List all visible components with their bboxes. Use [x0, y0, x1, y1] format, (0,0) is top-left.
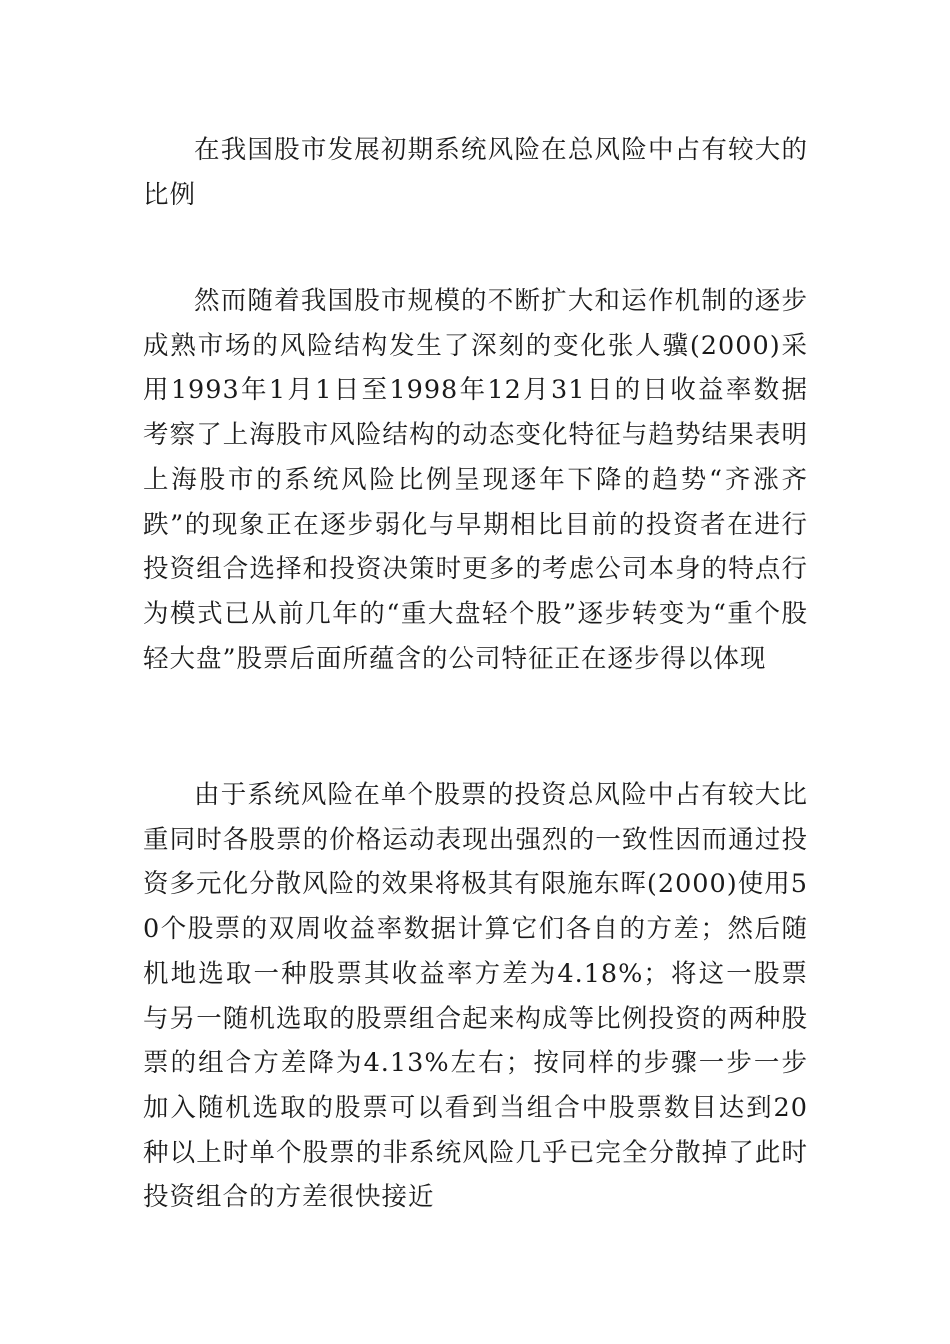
paragraph-2: 然而随着我国股市规模的不断扩大和运作机制的逐步成熟市场的风险结构发生了深刻的变化张人骥(2000)采用1993年1月1日至1998年12月31日的日收益率数据考察了上海股市风险结构的动态变化特征与趋势结果表明上海股市的系统风险比例呈现逐年下降的趋势“齐涨齐跌”的现象正在逐步弱化与早期相比目前的投资者在进行投资组合选择和投资决策时更多的考虑公司本身的特点行为模式已从前几年的“重大盘轻个股”逐步转变为“重个股轻大盘”股票后面所蕴含的公司特征正在逐步得以体现 — [143, 286, 808, 674]
paragraph-1: 在我国股市发展初期系统风险在总风险中占有较大的比例 — [143, 135, 808, 210]
paragraph-3: 由于系统风险在单个股票的投资总风险中占有较大比重同时各股票的价格运动表现出强烈的一致性因而通过投资多元化分散风险的效果将极其有限施东晖(2000)使用50个股票的双周收益率数据计算它们各自的方差；然后随机地选取一种股票其收益率方差为4.18%；将这一股票与另一随机选取的股票组合起来构成等比例投资的两种股票的组合方差降为4.13%左右；按同样的步骤一步一步加入随机选取的股票可以看到当组合中股票数目达到20种以上时单个股票的非系统风险几乎已完全分散掉了此时投资组合的方差很快接近 — [143, 780, 808, 1213]
